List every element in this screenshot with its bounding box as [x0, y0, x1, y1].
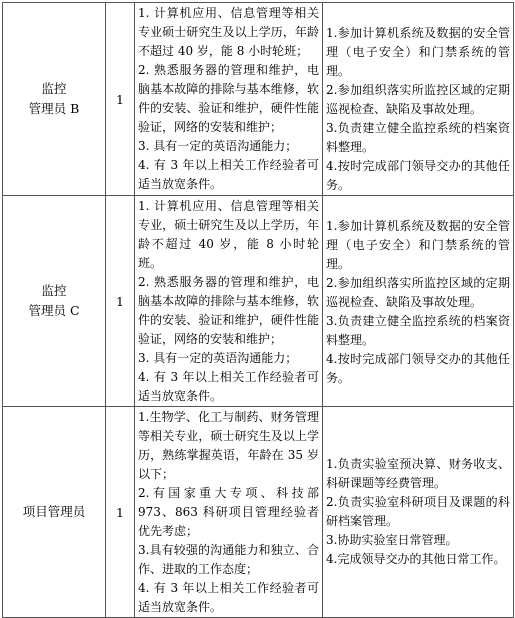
duty-item: 2.参加组织落实所监控区域的定期巡视检查、缺陷及事故处理。	[326, 83, 510, 116]
headcount-cell: 1	[106, 196, 135, 407]
requirement-item: 2.有国家重大专项、科技部 973、863 科研项目管理经验者优先考虑；	[138, 486, 319, 538]
duties-cell	[323, 407, 514, 618]
duty-item: 1.参加计算机系统及数据的安全管理（电子安全）和门禁系统的管理。	[326, 26, 510, 78]
table-row	[3, 3, 514, 196]
job-table	[2, 2, 514, 618]
position-title-cell	[3, 196, 106, 407]
position-title-line2: 管理员 B	[28, 101, 80, 116]
position-title-line1: 监控	[41, 81, 67, 96]
duties-cell	[323, 3, 514, 196]
duty-item: 4.按时完成部门领导交办的其他任务。	[326, 159, 510, 192]
duty-item: 4.完成领导交办的其他日常工作。	[326, 552, 506, 566]
duty-item: 3.负责建立健全监控系统的档案资料整理。	[326, 314, 510, 347]
requirement-item: 4. 有 3 年以上相关工作经验者可适当放宽条件。	[138, 158, 319, 191]
duty-item: 3.协助实验室日常管理。	[326, 533, 458, 547]
duty-item: 2.参加组织落实所监控区域的定期巡视检查、缺陷及事故处理。	[326, 276, 510, 309]
duty-item: 2.负责实验室科研项目及课题的科研档案管理。	[326, 495, 510, 528]
position-title-cell	[3, 3, 106, 196]
duty-item: 1.负责实验室预决算、财务收支、科研课题等经费管理。	[326, 457, 510, 490]
requirements-cell	[135, 196, 323, 407]
position-title-line1: 项目管理员	[22, 504, 86, 519]
duties-cell	[323, 196, 514, 407]
headcount-cell: 1	[106, 407, 135, 618]
position-title-line1: 监控	[41, 283, 67, 298]
duty-item: 3.负责建立健全监控系统的档案资料整理。	[326, 121, 510, 154]
requirement-item: 3. 具有一定的英语沟通能力；	[138, 351, 298, 365]
requirement-item: 2. 熟悉服务器的管理和维护，电脑基本故障的排除与基本维修，软件的安装、验证和维护，硬件性能验证，网络的安装和维护；	[138, 275, 319, 346]
table-row	[3, 196, 514, 407]
requirement-item: 4. 有 3 年以上相关工作经验者可适当放宽条件。	[138, 581, 319, 614]
requirement-item: 1. 计算机应用、信息管理等相关专业硕士研究生及以上学历，年龄不超过 40 岁，能 8 小时轮班；	[138, 6, 319, 58]
headcount-cell: 1	[106, 3, 135, 196]
table-row	[3, 407, 514, 618]
requirement-item: 1.生物学、化工与制药、财务管理等相关专业，硕士研究生及以上学历，熟练掌握英语，年龄在 35 岁以下；	[138, 410, 319, 481]
position-title-cell	[3, 407, 106, 618]
requirements-cell	[135, 3, 323, 196]
duty-item: 1.参加计算机系统及数据的安全管理（电子安全）和门禁系统的管理。	[326, 219, 510, 271]
requirements-cell	[135, 407, 323, 618]
position-title-line2: 管理员 C	[28, 303, 80, 318]
requirement-item: 3.具有较强的沟通能力和独立、合作、进取的工作态度；	[138, 543, 319, 576]
requirement-item: 2. 熟悉服务器的管理和维护，电脑基本故障的排除与基本维修，软件的安装、验证和维护，硬件性能验证，网络的安装和维护；	[138, 63, 319, 134]
duty-item: 4.按时完成部门领导交办的其他任务。	[326, 352, 510, 385]
requirement-item: 3. 具有一定的英语沟通能力；	[138, 139, 298, 153]
requirement-item: 1. 计算机应用、信息管理等相关专业，硕士研究生及以上学历，年龄不超过 40 岁，能 8 小时轮班。	[138, 199, 319, 270]
requirement-item: 4. 有 3 年以上相关工作经验者可适当放宽条件。	[138, 370, 319, 403]
